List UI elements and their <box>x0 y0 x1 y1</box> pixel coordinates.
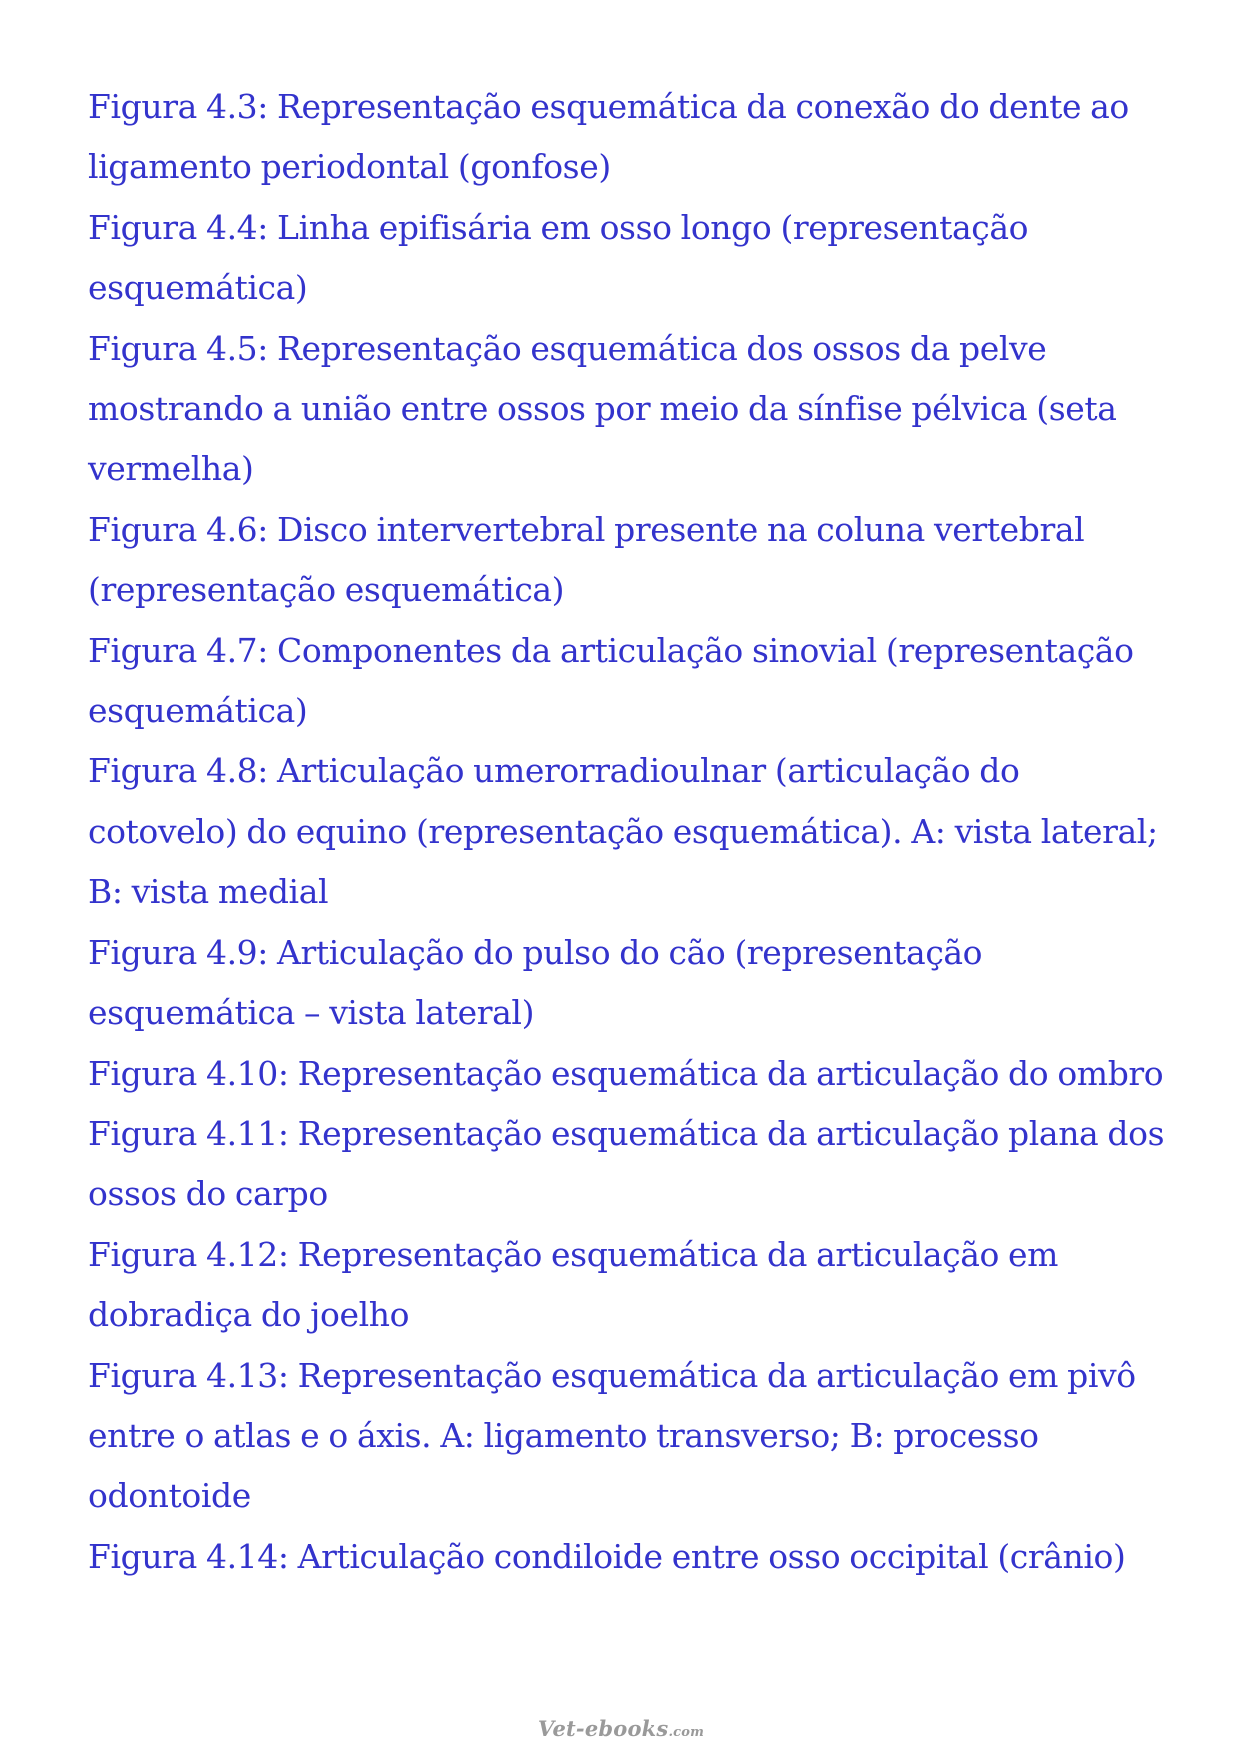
list-item <box>88 1044 1168 1104</box>
watermark-suffix: .com <box>668 1725 705 1740</box>
list-item <box>88 923 1168 1044</box>
list-item <box>88 1346 1168 1527</box>
figure-link-4-8[interactable]: Figura 4.8: Articulação umerorradioulnar (articulação do cotovelo) do equino (representação esquemática). A: vista lateral; B: vista medial <box>88 751 1158 912</box>
list-item <box>88 1104 1168 1225</box>
figure-link-4-6[interactable]: Figura 4.6: Disco intervertebral presente na coluna vertebral (representação esquemática) <box>88 509 1085 610</box>
figure-link-4-13[interactable]: Figura 4.13: Representação esquemática da articulação em pivô entre o atlas e o áxis. A: ligamento transverso; B: processo odontoide <box>88 1355 1136 1516</box>
list-item <box>88 198 1168 319</box>
figure-link-4-14[interactable]: Figura 4.14: Articulação condiloide entre osso occipital (crânio) <box>88 1536 1126 1576</box>
figure-link-4-10[interactable]: Figura 4.10: Representação esquemática da articulação do ombro <box>88 1053 1164 1093</box>
figure-link-4-5[interactable]: Figura 4.5: Representação esquemática dos ossos da pelve mostrando a união entre ossos por meio da sínfise pélvica (seta vermelha) <box>88 328 1117 489</box>
figure-link-4-3[interactable]: Figura 4.3: Representação esquemática da conexão do dente ao ligamento periodontal (gonfose) <box>88 87 1129 187</box>
figure-list <box>88 77 1168 1587</box>
list-item <box>88 1527 1168 1587</box>
list-item <box>88 77 1168 198</box>
figure-link-4-4[interactable]: Figura 4.4: Linha epifisária em osso longo (representação esquemática) <box>88 207 1029 308</box>
figure-link-4-12[interactable]: Figura 4.12: Representação esquemática da articulação em dobradiça do joelho <box>88 1234 1059 1335</box>
list-item <box>88 500 1168 621</box>
figure-link-4-11[interactable]: Figura 4.11: Representação esquemática da articulação plana dos ossos do carpo <box>88 1113 1165 1214</box>
list-item <box>88 741 1168 922</box>
list-item <box>88 1225 1168 1346</box>
figure-link-4-9[interactable]: Figura 4.9: Articulação do pulso do cão (representação esquemática – vista lateral) <box>88 932 983 1033</box>
watermark-logo <box>0 1716 1242 1741</box>
figure-link-4-7[interactable]: Figura 4.7: Componentes da articulação sinovial (representação esquemática) <box>88 630 1134 731</box>
list-item <box>88 621 1168 742</box>
watermark-main: Vet-ebooks <box>537 1716 669 1741</box>
list-item <box>88 319 1168 500</box>
